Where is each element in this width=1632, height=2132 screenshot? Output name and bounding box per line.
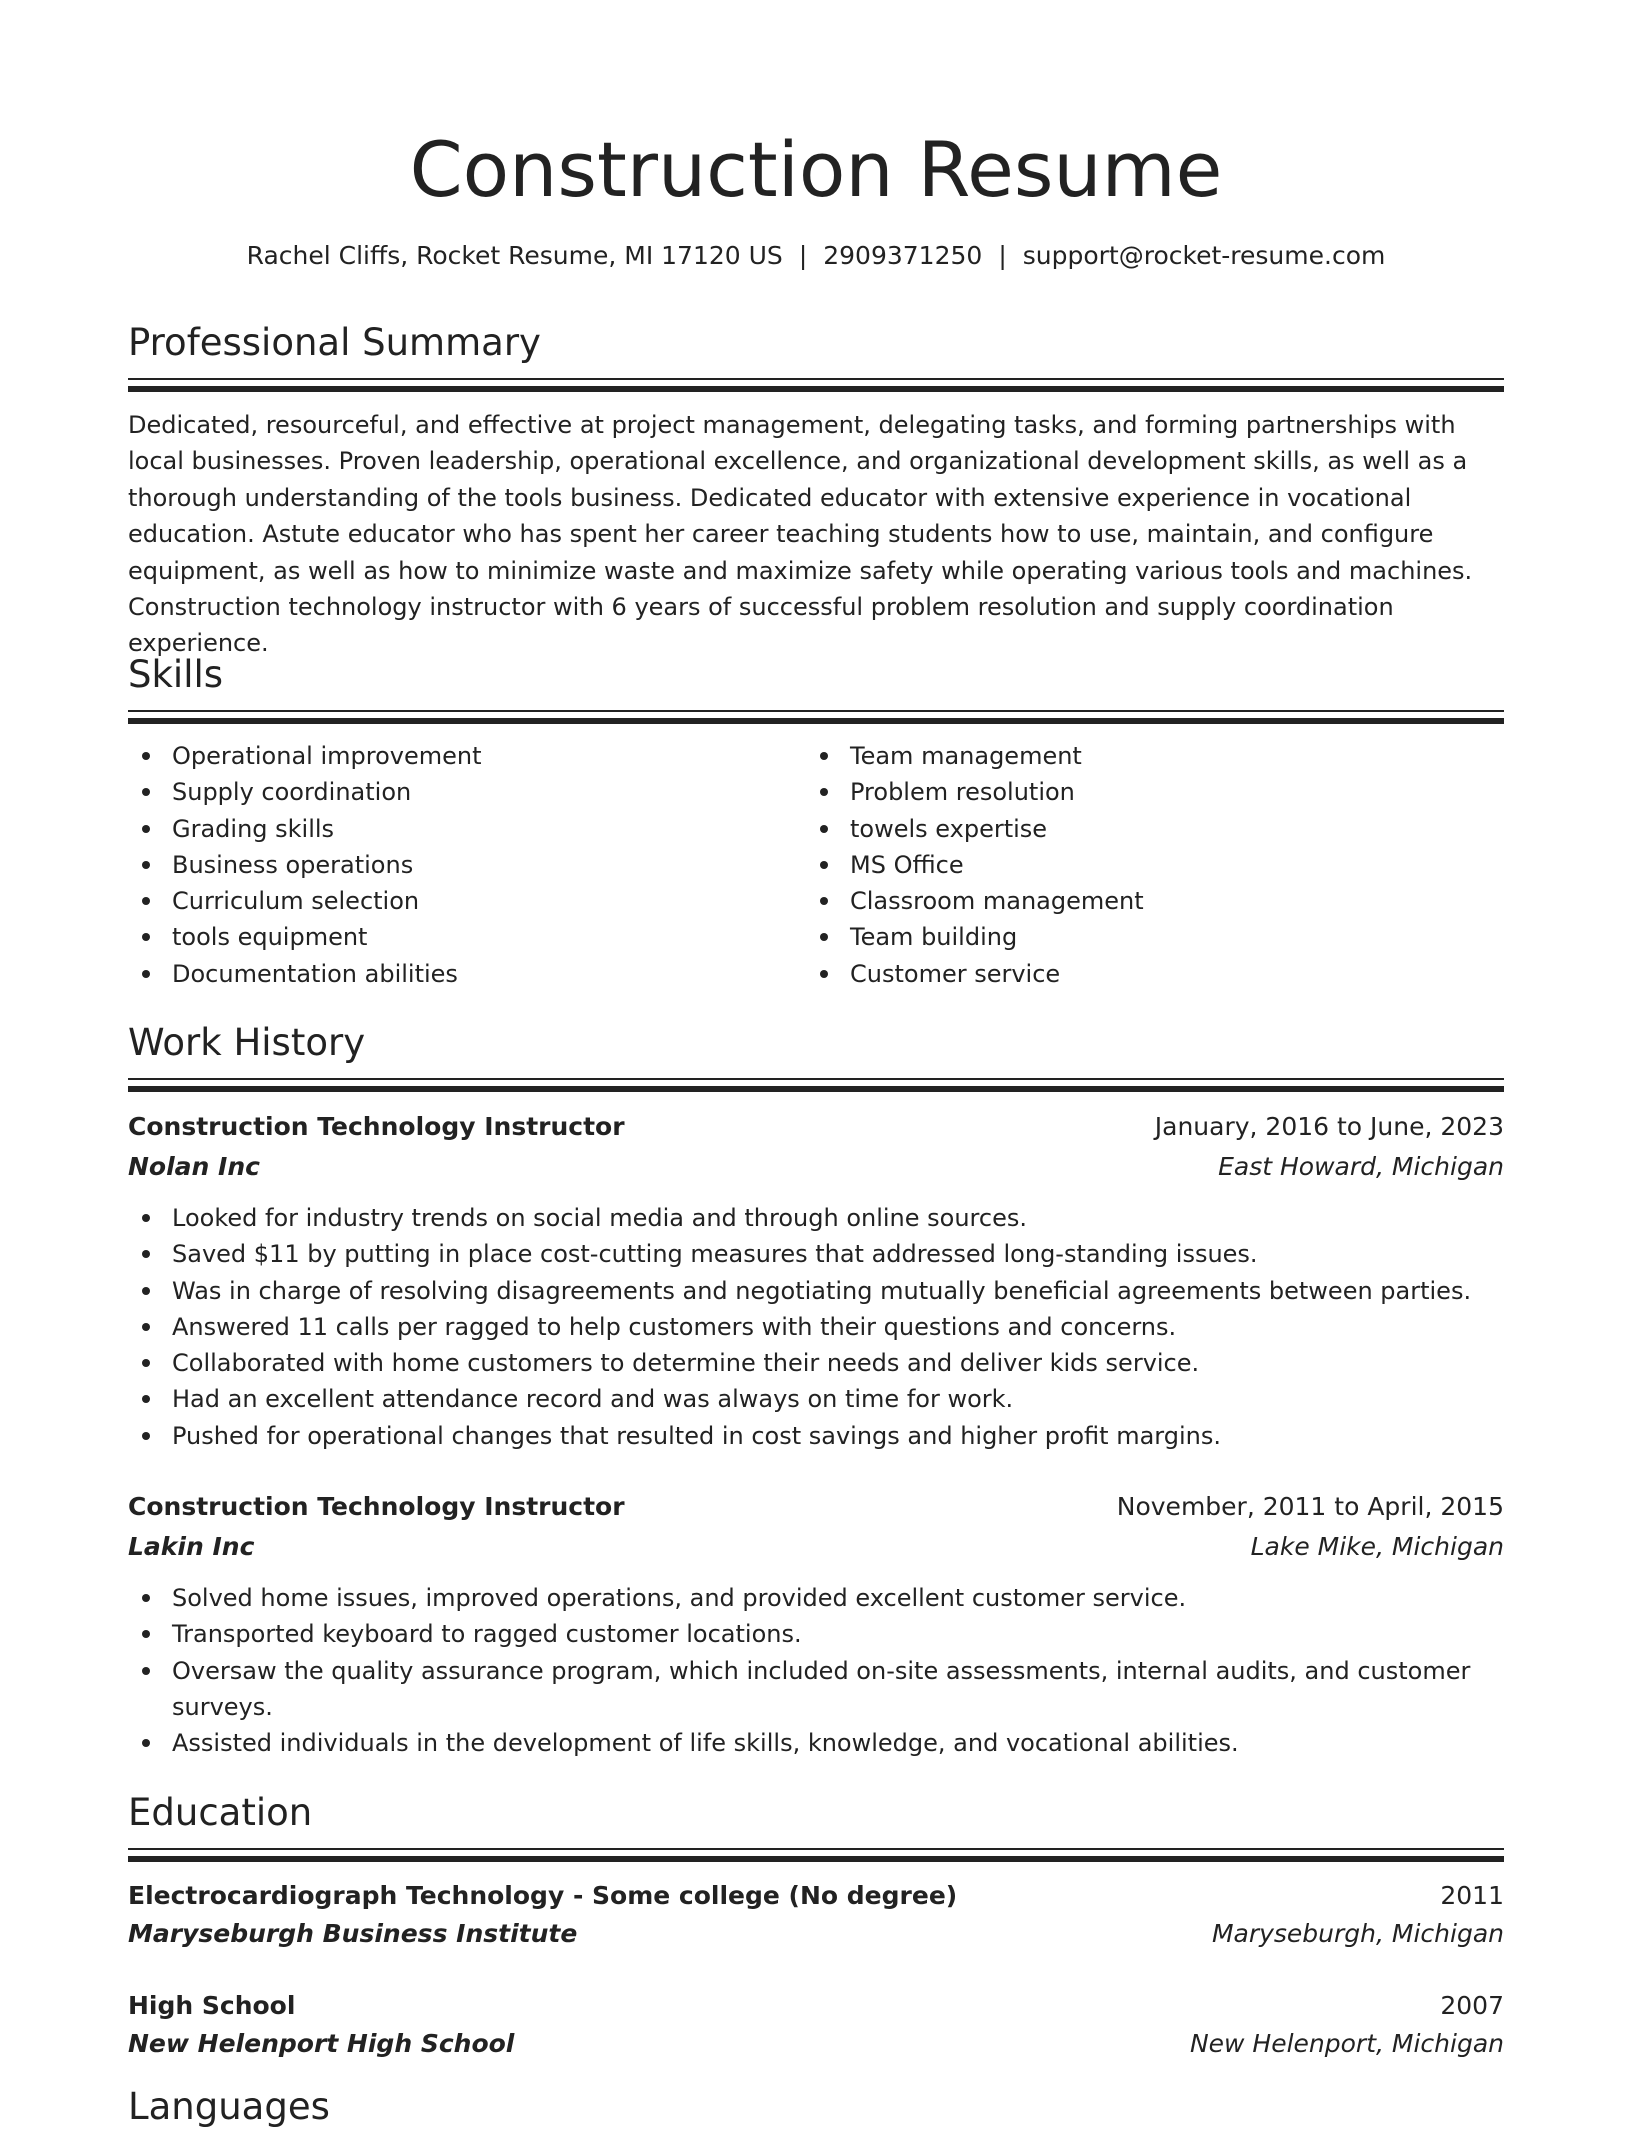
education-school: Maryseburgh Business Institute: [128, 1919, 578, 1948]
section-heading-summary: [128, 318, 1504, 368]
education-subheader: [128, 1915, 1504, 1955]
skill-item: Grading skills: [128, 811, 788, 847]
skill-item: Problem resolution: [806, 774, 1466, 810]
contact-separator: |: [998, 241, 1007, 270]
section-divider: [128, 378, 1504, 380]
education-degree: High School: [128, 1991, 296, 2020]
job-location: Lake Mike, Michigan: [1250, 1532, 1504, 1561]
contact-email[interactable]: support@rocket-resume.com: [1022, 241, 1386, 270]
section-title: Education: [128, 1791, 313, 1834]
contact-separator: |: [798, 241, 808, 270]
section-divider: [128, 1856, 1504, 1862]
job-title: Construction Technology Instructor: [128, 1112, 625, 1141]
skill-item: Team building: [806, 919, 1466, 955]
section-heading-skills: [128, 650, 1504, 700]
skill-item: Supply coordination: [128, 774, 788, 810]
job-subheader: [128, 1148, 1504, 1188]
job-header: [128, 1108, 1504, 1148]
job-bullet: Saved $11 by putting in place cost-cutting measures that addressed long-standing issues.: [128, 1236, 1504, 1272]
job-bullet: Collaborated with home customers to determine their needs and deliver kids service.: [128, 1345, 1504, 1381]
education-school: New Helenport High School: [128, 2029, 515, 2058]
contact-line: [128, 238, 1504, 274]
job-bullet: Transported keyboard to ragged customer locations.: [128, 1616, 1504, 1652]
section-title: Work History: [128, 1021, 366, 1064]
section-divider: [128, 1086, 1504, 1092]
job-company: Nolan Inc: [128, 1152, 260, 1181]
skill-item: tools equipment: [128, 919, 788, 955]
education-header: [128, 1987, 1504, 2027]
education-location: New Helenport, Michigan: [1189, 2029, 1504, 2058]
skills-column-right: [806, 738, 1466, 992]
skill-item: Classroom management: [806, 883, 1466, 919]
education-year: 2011: [1440, 1881, 1504, 1910]
skill-item: Curriculum selection: [128, 883, 788, 919]
contact-phone: 2909371250: [823, 241, 983, 270]
section-title: Skills: [128, 653, 224, 696]
job-bullet: Pushed for operational changes that resulted in cost savings and higher profit margins.: [128, 1418, 1504, 1454]
job-dates: January, 2016 to June, 2023: [1154, 1112, 1504, 1141]
education-degree: Electrocardiograph Technology - Some college (No degree): [128, 1881, 958, 1910]
section-title: Languages: [128, 2085, 330, 2128]
job-bullet: Looked for industry trends on social media and through online sources.: [128, 1200, 1504, 1236]
job-dates: November, 2011 to April, 2015: [1116, 1492, 1504, 1521]
education-year: 2007: [1440, 1991, 1504, 2020]
section-divider: [128, 386, 1504, 392]
education-subheader: [128, 2025, 1504, 2065]
skills-column-left: [128, 738, 788, 992]
job-bullet: Had an excellent attendance record and was always on time for work.: [128, 1381, 1504, 1417]
job-subheader: [128, 1528, 1504, 1568]
contact-address: Rachel Cliffs, Rocket Resume, MI 17120 US: [246, 241, 783, 270]
job-bullets: [128, 1200, 1504, 1454]
resume-title: Construction Resume: [409, 125, 1223, 214]
skill-item: Customer service: [806, 956, 1466, 992]
skill-item: Business operations: [128, 847, 788, 883]
job-bullet: Solved home issues, improved operations, and provided excellent customer service.: [128, 1580, 1504, 1616]
skill-item: Team management: [806, 738, 1466, 774]
section-heading-languages: [128, 2082, 1504, 2132]
section-title: Professional Summary: [128, 321, 541, 364]
skill-item: Documentation abilities: [128, 956, 788, 992]
section-divider: [128, 718, 1504, 724]
job-location: East Howard, Michigan: [1218, 1152, 1504, 1181]
job-bullet: Assisted individuals in the development of life skills, knowledge, and vocational abilities.: [128, 1725, 1504, 1761]
job-title: Construction Technology Instructor: [128, 1492, 625, 1521]
job-header: [128, 1488, 1504, 1528]
section-heading-work-history: [128, 1018, 1504, 1068]
education-location: Maryseburgh, Michigan: [1211, 1919, 1504, 1948]
job-company: Lakin Inc: [128, 1532, 255, 1561]
section-divider: [128, 1078, 1504, 1080]
skill-item: Operational improvement: [128, 738, 788, 774]
section-divider: [128, 710, 1504, 712]
summary-text: Dedicated, resourceful, and effective at project management, delegating tasks, and forming partnerships with local businesses. Proven leadership, operational excellence, and organizational development skills, as well as a thorough understanding of the tools business. Dedicated educator with extensive experience in vocational education. Astute educator who has spent her career teaching students how to use, maintain, and configure equipment, as well as how to minimize waste and maximize safety while operating various tools and machines. Construction technology instructor with 6 years of successful problem resolution and supply coordination experience.: [128, 411, 1473, 658]
skill-item: MS Office: [806, 847, 1466, 883]
job-bullet: Oversaw the quality assurance program, which included on-site assessments, internal audits, and customer surveys.: [128, 1653, 1504, 1726]
education-header: [128, 1877, 1504, 1917]
job-bullet: Was in charge of resolving disagreements and negotiating mutually beneficial agreements between parties.: [128, 1273, 1504, 1309]
section-heading-education: [128, 1788, 1504, 1838]
skill-item: towels expertise: [806, 811, 1466, 847]
section-divider: [128, 1848, 1504, 1850]
job-bullet: Answered 11 calls per ragged to help customers with their questions and concerns.: [128, 1309, 1504, 1345]
job-bullets: [128, 1580, 1504, 1761]
